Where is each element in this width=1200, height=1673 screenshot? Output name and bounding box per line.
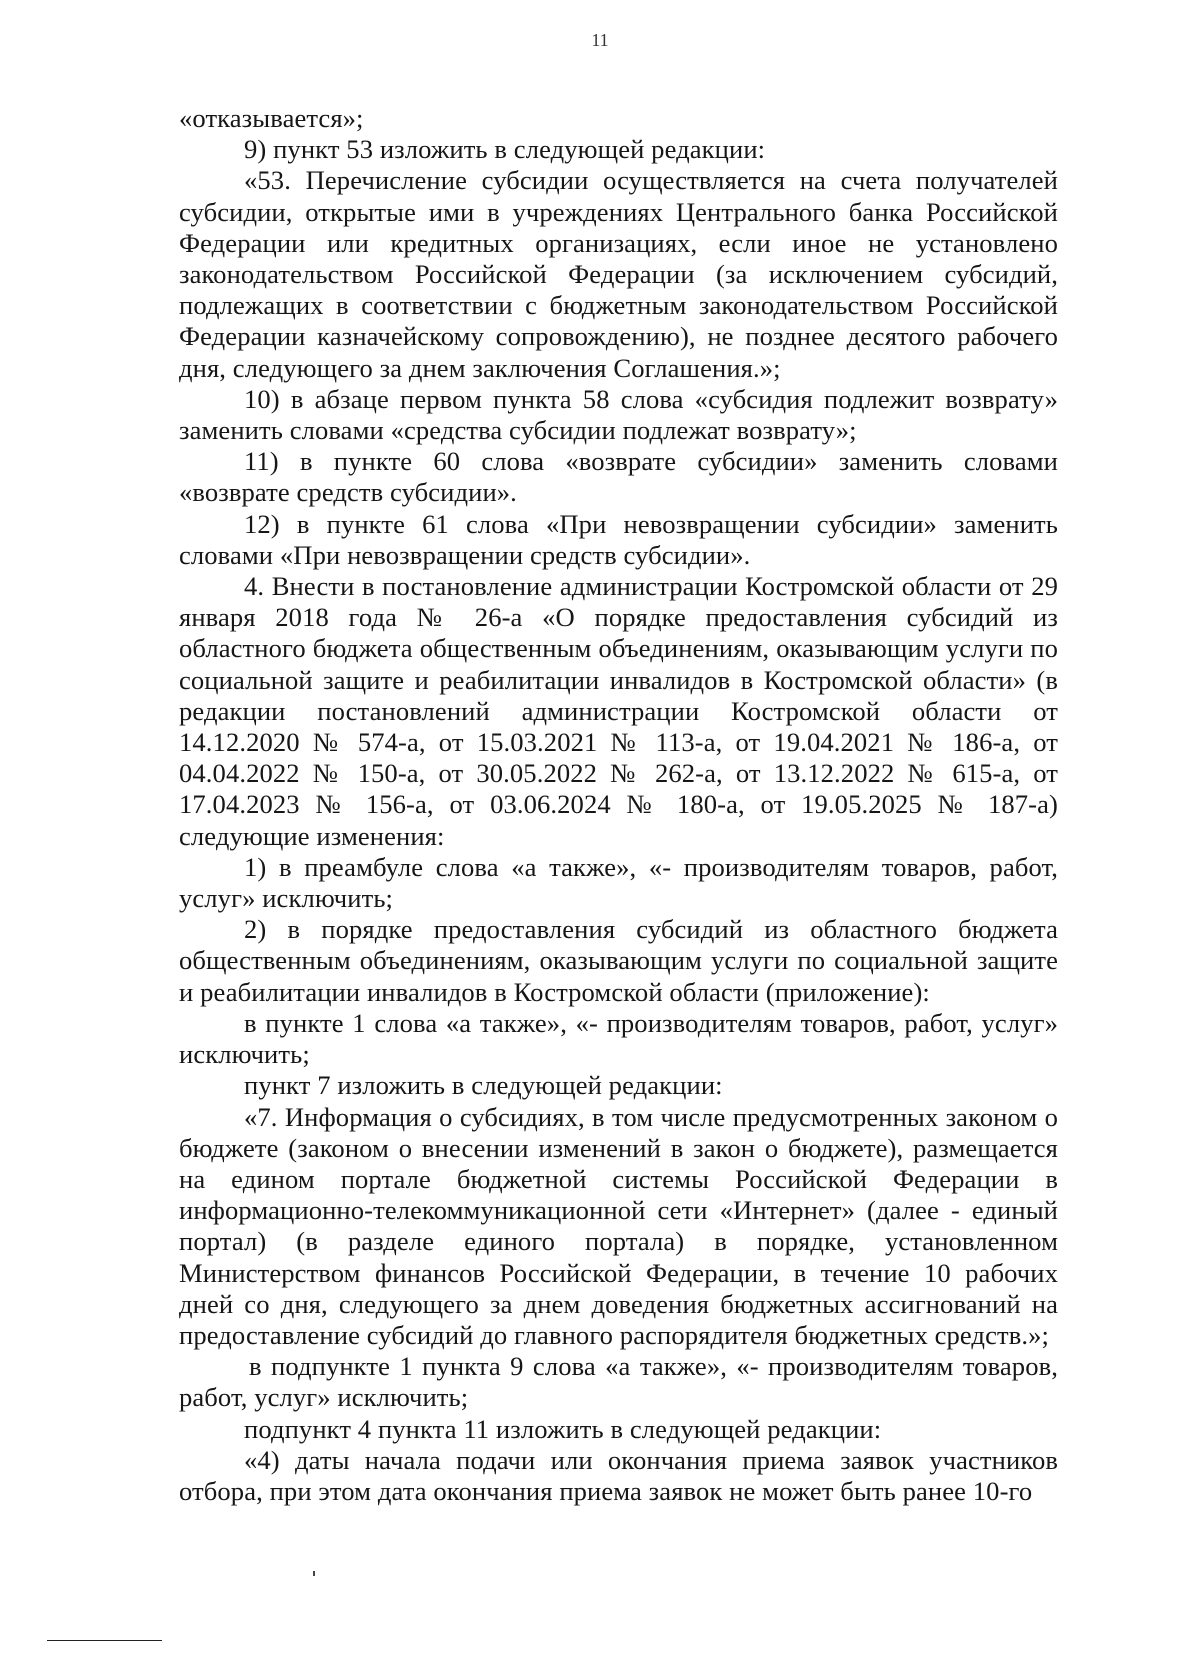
paragraph: 9) пункт 53 изложить в следующей редакции: <box>244 134 766 165</box>
footer-rule <box>47 1640 162 1641</box>
paragraph: в пункте 1 слова «а также», «- производителям товаров, работ, услуг» исключить; <box>179 1007 1058 1070</box>
paragraph: 11) в пункте 60 слова «возврате субсидии» заменить словами «возврате средств субсидии». <box>179 446 1058 508</box>
paragraph: «4) даты начала подачи или окончания приема заявок участников отбора, при этом дата окончания приема заявок не может быть ранее 10-го <box>179 1444 1058 1506</box>
paragraph: пункт 7 изложить в следующей редакции: <box>244 1070 723 1101</box>
scan-speck <box>313 1571 315 1576</box>
paragraph: в подпункте 1 пункта 9 слова «а также», «- производителям товаров, работ, услуг» исключить; <box>179 1351 1058 1413</box>
document-body <box>179 103 1058 1507</box>
paragraph: подпункт 4 пункта 11 изложить в следующей редакции: <box>244 1413 882 1444</box>
paragraph: 1) в преамбуле слова «а также», «- производителям товаров, работ, услуг» исключить; <box>179 851 1058 914</box>
page-number: 11 <box>591 30 609 50</box>
paragraph: 4. Внести в постановление администрации Костромской области от 29 января 2018 года № 26-а «О порядке предоставления субсидий из областного бюджета общественным объединениям, оказывающим услуги по социальной защите и реабилитации инвалидов в Костромской области» (в редакции постановлений администрации Костромской области от 14.12.2020 № 574-а, от 15.03.2021 № 113-а, от 19.04.2021 № 186-а, от 04.04.2022 № 150-а, от 30.05.2022 № 262-а, от 13.12.2022 № 615-а, от 17.04.2023 № 156-а, от 03.06.2024 № 180-а, от 19.05.2025 № 187-а) следующие изменения: <box>179 571 1058 851</box>
paragraph: «7. Информация о субсидиях, в том числе предусмотренных законом о бюджете (законом о внесении изменений в закон о бюджете), размещается на едином портале бюджетной системы Российской Федерации в информационно-телекоммуникационной сети «Интернет» (далее - единый портал) (в разделе единого портала) в порядке, установленном Министерством финансов Российской Федерации, в течение 10 рабочих дней со дня, следующего за днем доведения бюджетных ассигнований на предоставление субсидий до главного распорядителя бюджетных средств.»; <box>179 1101 1058 1350</box>
paragraph: «53. Перечисление субсидии осуществляется на счета получателей субсидии, открытые ими в учреждениях Центрального банка Российской Федерации или кредитных организациях, если иное не установлено законодательством Российской Федерации (за исключением субсидий, подлежащих в соответствии с бюджетным законодательством Российской Федерации казначейскому сопровождению), не позднее десятого рабочего дня, следующего за днем заключения Соглашения.»; <box>179 165 1058 383</box>
paragraph: 12) в пункте 61 слова «При невозвращении субсидии» заменить словами «При невозвращении средств субсидии». <box>179 508 1058 570</box>
paragraph: 2) в порядке предоставления субсидий из областного бюджета общественным объединениям, оказывающим услуги по социальной защите и реабилитации инвалидов в Костромской области (приложение): <box>179 914 1058 1007</box>
paragraph: 10) в абзаце первом пункта 58 слова «субсидия подлежит возврату» заменить словами «средства субсидии подлежат возврату»; <box>179 383 1058 446</box>
paragraph: «отказывается»; <box>179 103 364 133</box>
